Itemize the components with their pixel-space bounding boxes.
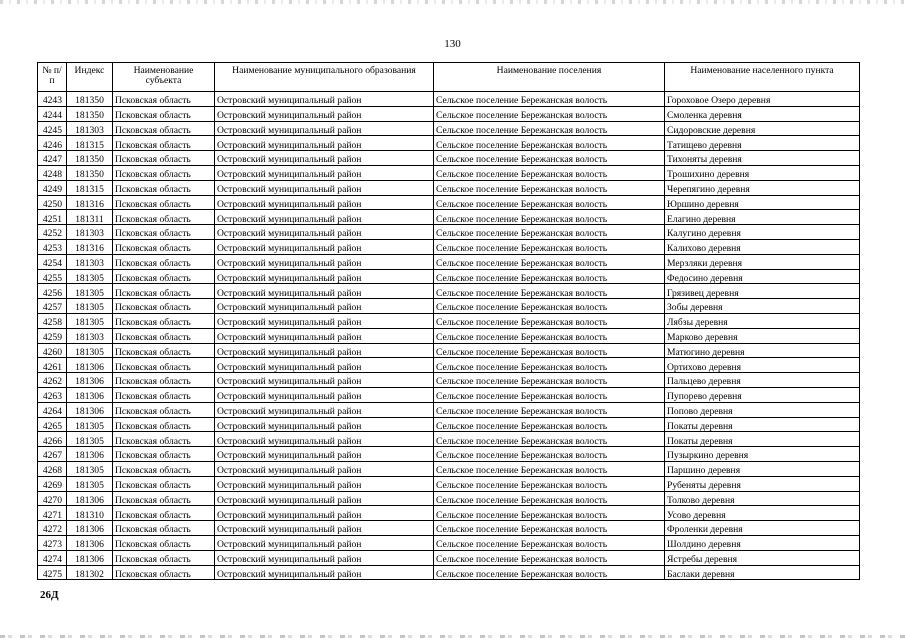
cell-subject: Псковская область [113, 417, 215, 432]
cell-subject: Псковская область [113, 254, 215, 269]
cell-locality: Ортихово деревня [665, 358, 860, 373]
cell-num: 4267 [38, 447, 67, 462]
table-row [38, 151, 860, 166]
cell-subject: Псковская область [113, 180, 215, 195]
cell-num: 4260 [38, 343, 67, 358]
cell-locality: Пальцево деревня [665, 373, 860, 388]
cell-index: 181306 [67, 373, 113, 388]
cell-municipality: Островский муниципальный район [215, 417, 434, 432]
cell-num: 4268 [38, 461, 67, 476]
cell-subject: Псковская область [113, 136, 215, 151]
page-number: 130 [444, 38, 461, 50]
cell-num: 4265 [38, 417, 67, 432]
cell-subject: Псковская область [113, 447, 215, 462]
table-row [38, 299, 860, 314]
cell-municipality: Островский муниципальный район [215, 373, 434, 388]
cell-index: 181306 [67, 358, 113, 373]
cell-settlement: Сельское поселение Бережанская волость [434, 151, 665, 166]
cell-municipality: Островский муниципальный район [215, 210, 434, 225]
cell-num: 4252 [38, 225, 67, 240]
cell-index: 181310 [67, 506, 113, 521]
cell-index: 181306 [67, 550, 113, 565]
cell-num: 4246 [38, 136, 67, 151]
table-row [38, 358, 860, 373]
table-row [38, 284, 860, 299]
cell-municipality: Островский муниципальный район [215, 269, 434, 284]
cell-municipality: Островский муниципальный район [215, 476, 434, 491]
cell-settlement: Сельское поселение Бережанская волость [434, 373, 665, 388]
cell-locality: Грязивец деревня [665, 284, 860, 299]
cell-subject: Псковская область [113, 269, 215, 284]
cell-num: 4255 [38, 269, 67, 284]
cell-municipality: Островский муниципальный район [215, 299, 434, 314]
cell-num: 4251 [38, 210, 67, 225]
cell-num: 4261 [38, 358, 67, 373]
cell-municipality: Островский муниципальный район [215, 151, 434, 166]
cell-index: 181306 [67, 402, 113, 417]
cell-municipality: Островский муниципальный район [215, 358, 434, 373]
cell-num: 4250 [38, 195, 67, 210]
cell-municipality: Островский муниципальный район [215, 343, 434, 358]
cell-locality: Тихоняты деревня [665, 151, 860, 166]
cell-locality: Попово деревня [665, 402, 860, 417]
table-row [38, 373, 860, 388]
cell-subject: Псковская область [113, 239, 215, 254]
scan-artifact-bottom [0, 635, 905, 638]
cell-subject: Псковская область [113, 151, 215, 166]
cell-locality: Фроленки деревня [665, 521, 860, 536]
cell-locality: Покаты деревня [665, 432, 860, 447]
cell-num: 4253 [38, 239, 67, 254]
cell-index: 181305 [67, 284, 113, 299]
cell-municipality: Островский муниципальный район [215, 387, 434, 402]
cell-locality: Рубеняты деревня [665, 476, 860, 491]
cell-locality: Татищево деревня [665, 136, 860, 151]
cell-index: 181306 [67, 521, 113, 536]
cell-municipality: Островский муниципальный район [215, 461, 434, 476]
cell-subject: Псковская область [113, 313, 215, 328]
table-row [38, 225, 860, 240]
cell-settlement: Сельское поселение Бережанская волость [434, 269, 665, 284]
cell-num: 4259 [38, 328, 67, 343]
table-body [38, 92, 860, 580]
cell-municipality: Островский муниципальный район [215, 521, 434, 536]
cell-locality: Ястребы деревня [665, 550, 860, 565]
cell-index: 181305 [67, 432, 113, 447]
table-row [38, 521, 860, 536]
cell-subject: Псковская область [113, 535, 215, 550]
cell-settlement: Сельское поселение Бережанская волость [434, 476, 665, 491]
cell-settlement: Сельское поселение Бережанская волость [434, 565, 665, 580]
cell-locality: Елагино деревня [665, 210, 860, 225]
cell-municipality: Островский муниципальный район [215, 165, 434, 180]
cell-locality: Усово деревня [665, 506, 860, 521]
cell-num: 4258 [38, 313, 67, 328]
cell-municipality: Островский муниципальный район [215, 565, 434, 580]
table-row [38, 195, 860, 210]
header-index: Индекс [67, 63, 113, 92]
cell-num: 4249 [38, 180, 67, 195]
cell-subject: Псковская область [113, 225, 215, 240]
cell-settlement: Сельское поселение Бережанская волость [434, 106, 665, 121]
cell-municipality: Островский муниципальный район [215, 313, 434, 328]
cell-locality: Марково деревня [665, 328, 860, 343]
cell-settlement: Сельское поселение Бережанская волость [434, 92, 665, 107]
cell-index: 181316 [67, 239, 113, 254]
table-header [38, 63, 860, 92]
cell-settlement: Сельское поселение Бережанская волость [434, 180, 665, 195]
cell-num: 4247 [38, 151, 67, 166]
table-row [38, 136, 860, 151]
cell-index: 181306 [67, 447, 113, 462]
table-row [38, 106, 860, 121]
cell-subject: Псковская область [113, 343, 215, 358]
cell-index: 181305 [67, 313, 113, 328]
localities-table [37, 62, 860, 580]
table-row [38, 313, 860, 328]
cell-settlement: Сельское поселение Бережанская волость [434, 506, 665, 521]
cell-settlement: Сельское поселение Бережанская волость [434, 491, 665, 506]
cell-subject: Псковская область [113, 461, 215, 476]
table-row [38, 239, 860, 254]
header-locality: Наименование населенного пункта [665, 63, 860, 92]
cell-num: 4264 [38, 402, 67, 417]
cell-num: 4266 [38, 432, 67, 447]
cell-index: 181305 [67, 476, 113, 491]
scan-artifact-top [0, 0, 905, 4]
cell-locality: Сидоровские деревня [665, 121, 860, 136]
cell-subject: Псковская область [113, 506, 215, 521]
cell-index: 181306 [67, 535, 113, 550]
table-row [38, 343, 860, 358]
cell-index: 181306 [67, 387, 113, 402]
cell-subject: Псковская область [113, 165, 215, 180]
cell-municipality: Островский муниципальный район [215, 506, 434, 521]
table-row [38, 432, 860, 447]
cell-settlement: Сельское поселение Бережанская волость [434, 550, 665, 565]
cell-index: 181315 [67, 136, 113, 151]
cell-settlement: Сельское поселение Бережанская волость [434, 432, 665, 447]
table-row [38, 387, 860, 402]
cell-index: 181305 [67, 343, 113, 358]
cell-settlement: Сельское поселение Бережанская волость [434, 521, 665, 536]
cell-subject: Псковская область [113, 387, 215, 402]
table-row [38, 328, 860, 343]
cell-locality: Толково деревня [665, 491, 860, 506]
table-row [38, 121, 860, 136]
table-row [38, 210, 860, 225]
cell-num: 4275 [38, 565, 67, 580]
cell-locality: Паршино деревня [665, 461, 860, 476]
table-row [38, 92, 860, 107]
table-row [38, 165, 860, 180]
cell-locality: Пузыркино деревня [665, 447, 860, 462]
table-row [38, 417, 860, 432]
cell-settlement: Сельское поселение Бережанская волость [434, 535, 665, 550]
table-row [38, 550, 860, 565]
cell-num: 4270 [38, 491, 67, 506]
cell-settlement: Сельское поселение Бережанская волость [434, 136, 665, 151]
cell-settlement: Сельское поселение Бережанская волость [434, 284, 665, 299]
cell-municipality: Островский муниципальный район [215, 239, 434, 254]
cell-num: 4274 [38, 550, 67, 565]
table-row [38, 180, 860, 195]
table-row [38, 461, 860, 476]
cell-num: 4243 [38, 92, 67, 107]
cell-municipality: Островский муниципальный район [215, 447, 434, 462]
cell-settlement: Сельское поселение Бережанская волость [434, 165, 665, 180]
cell-num: 4254 [38, 254, 67, 269]
cell-settlement: Сельское поселение Бережанская волость [434, 343, 665, 358]
cell-index: 181315 [67, 180, 113, 195]
cell-municipality: Островский муниципальный район [215, 491, 434, 506]
cell-num: 4263 [38, 387, 67, 402]
cell-subject: Псковская область [113, 195, 215, 210]
cell-settlement: Сельское поселение Бережанская волость [434, 121, 665, 136]
cell-settlement: Сельское поселение Бережанская волость [434, 402, 665, 417]
header-subject: Наименование субъекта [113, 63, 215, 92]
cell-index: 181311 [67, 210, 113, 225]
cell-municipality: Островский муниципальный район [215, 284, 434, 299]
cell-locality: Лябзы деревня [665, 313, 860, 328]
cell-index: 181305 [67, 269, 113, 284]
cell-municipality: Островский муниципальный район [215, 136, 434, 151]
cell-num: 4245 [38, 121, 67, 136]
cell-subject: Псковская область [113, 550, 215, 565]
table-row [38, 402, 860, 417]
cell-locality: Баслаки деревня [665, 565, 860, 580]
cell-locality: Федосино деревня [665, 269, 860, 284]
cell-locality: Юршино деревня [665, 195, 860, 210]
cell-municipality: Островский муниципальный район [215, 180, 434, 195]
table-row [38, 476, 860, 491]
cell-locality: Пупорево деревня [665, 387, 860, 402]
cell-subject: Псковская область [113, 284, 215, 299]
cell-index: 181305 [67, 299, 113, 314]
cell-locality: Гороховое Озеро деревня [665, 92, 860, 107]
header-num: № п/п [38, 63, 67, 92]
cell-settlement: Сельское поселение Бережанская волость [434, 313, 665, 328]
cell-num: 4273 [38, 535, 67, 550]
cell-locality: Покаты деревня [665, 417, 860, 432]
cell-subject: Псковская область [113, 121, 215, 136]
cell-subject: Псковская область [113, 373, 215, 388]
header-row [38, 63, 860, 92]
cell-subject: Псковская область [113, 402, 215, 417]
cell-num: 4269 [38, 476, 67, 491]
cell-settlement: Сельское поселение Бережанская волость [434, 239, 665, 254]
cell-settlement: Сельское поселение Бережанская волость [434, 195, 665, 210]
cell-index: 181316 [67, 195, 113, 210]
cell-municipality: Островский муниципальный район [215, 535, 434, 550]
cell-settlement: Сельское поселение Бережанская волость [434, 328, 665, 343]
cell-settlement: Сельское поселение Бережанская волость [434, 417, 665, 432]
cell-municipality: Островский муниципальный район [215, 121, 434, 136]
table-row [38, 254, 860, 269]
cell-index: 181306 [67, 491, 113, 506]
cell-subject: Псковская область [113, 358, 215, 373]
cell-index: 181303 [67, 328, 113, 343]
cell-num: 4248 [38, 165, 67, 180]
cell-settlement: Сельское поселение Бережанская волость [434, 254, 665, 269]
table-row [38, 565, 860, 580]
cell-municipality: Островский муниципальный район [215, 92, 434, 107]
cell-index: 181302 [67, 565, 113, 580]
cell-subject: Псковская область [113, 299, 215, 314]
cell-num: 4272 [38, 521, 67, 536]
cell-settlement: Сельское поселение Бережанская волость [434, 447, 665, 462]
table-row [38, 491, 860, 506]
cell-index: 181305 [67, 417, 113, 432]
cell-municipality: Островский муниципальный район [215, 432, 434, 447]
cell-municipality: Островский муниципальный район [215, 106, 434, 121]
cell-subject: Псковская область [113, 565, 215, 580]
cell-index: 181350 [67, 165, 113, 180]
cell-settlement: Сельское поселение Бережанская волость [434, 461, 665, 476]
cell-index: 181303 [67, 121, 113, 136]
cell-locality: Калихово деревня [665, 239, 860, 254]
cell-subject: Псковская область [113, 106, 215, 121]
cell-index: 181350 [67, 106, 113, 121]
cell-municipality: Островский муниципальный район [215, 225, 434, 240]
cell-subject: Псковская область [113, 328, 215, 343]
cell-locality: Смоленка деревня [665, 106, 860, 121]
cell-settlement: Сельское поселение Бережанская волость [434, 299, 665, 314]
header-municipality: Наименование муниципального образования [215, 63, 434, 92]
cell-settlement: Сельское поселение Бережанская волость [434, 225, 665, 240]
cell-subject: Псковская область [113, 521, 215, 536]
cell-locality: Шолдино деревня [665, 535, 860, 550]
cell-index: 181303 [67, 254, 113, 269]
cell-num: 4262 [38, 373, 67, 388]
cell-municipality: Островский муниципальный район [215, 195, 434, 210]
cell-settlement: Сельское поселение Бережанская волость [434, 387, 665, 402]
table-row [38, 506, 860, 521]
cell-municipality: Островский муниципальный район [215, 550, 434, 565]
cell-num: 4244 [38, 106, 67, 121]
cell-locality: Матюгино деревня [665, 343, 860, 358]
cell-index: 181350 [67, 151, 113, 166]
cell-index: 181305 [67, 461, 113, 476]
cell-subject: Псковская область [113, 432, 215, 447]
cell-subject: Псковская область [113, 476, 215, 491]
table-row [38, 447, 860, 462]
cell-subject: Псковская область [113, 92, 215, 107]
cell-settlement: Сельское поселение Бережанская волость [434, 210, 665, 225]
cell-num: 4256 [38, 284, 67, 299]
cell-municipality: Островский муниципальный район [215, 254, 434, 269]
sheet-code: 26Д [40, 589, 59, 601]
cell-subject: Псковская область [113, 491, 215, 506]
cell-locality: Трошихино деревня [665, 165, 860, 180]
cell-index: 181303 [67, 225, 113, 240]
cell-municipality: Островский муниципальный район [215, 402, 434, 417]
cell-subject: Псковская область [113, 210, 215, 225]
cell-locality: Черепягино деревня [665, 180, 860, 195]
cell-num: 4271 [38, 506, 67, 521]
cell-municipality: Островский муниципальный район [215, 328, 434, 343]
cell-settlement: Сельское поселение Бережанская волость [434, 358, 665, 373]
cell-locality: Зобы деревня [665, 299, 860, 314]
table-row [38, 535, 860, 550]
table-row [38, 269, 860, 284]
cell-num: 4257 [38, 299, 67, 314]
cell-index: 181350 [67, 92, 113, 107]
cell-locality: Калугино деревня [665, 225, 860, 240]
header-settlement: Наименование поселения [434, 63, 665, 92]
cell-locality: Мерзляки деревня [665, 254, 860, 269]
